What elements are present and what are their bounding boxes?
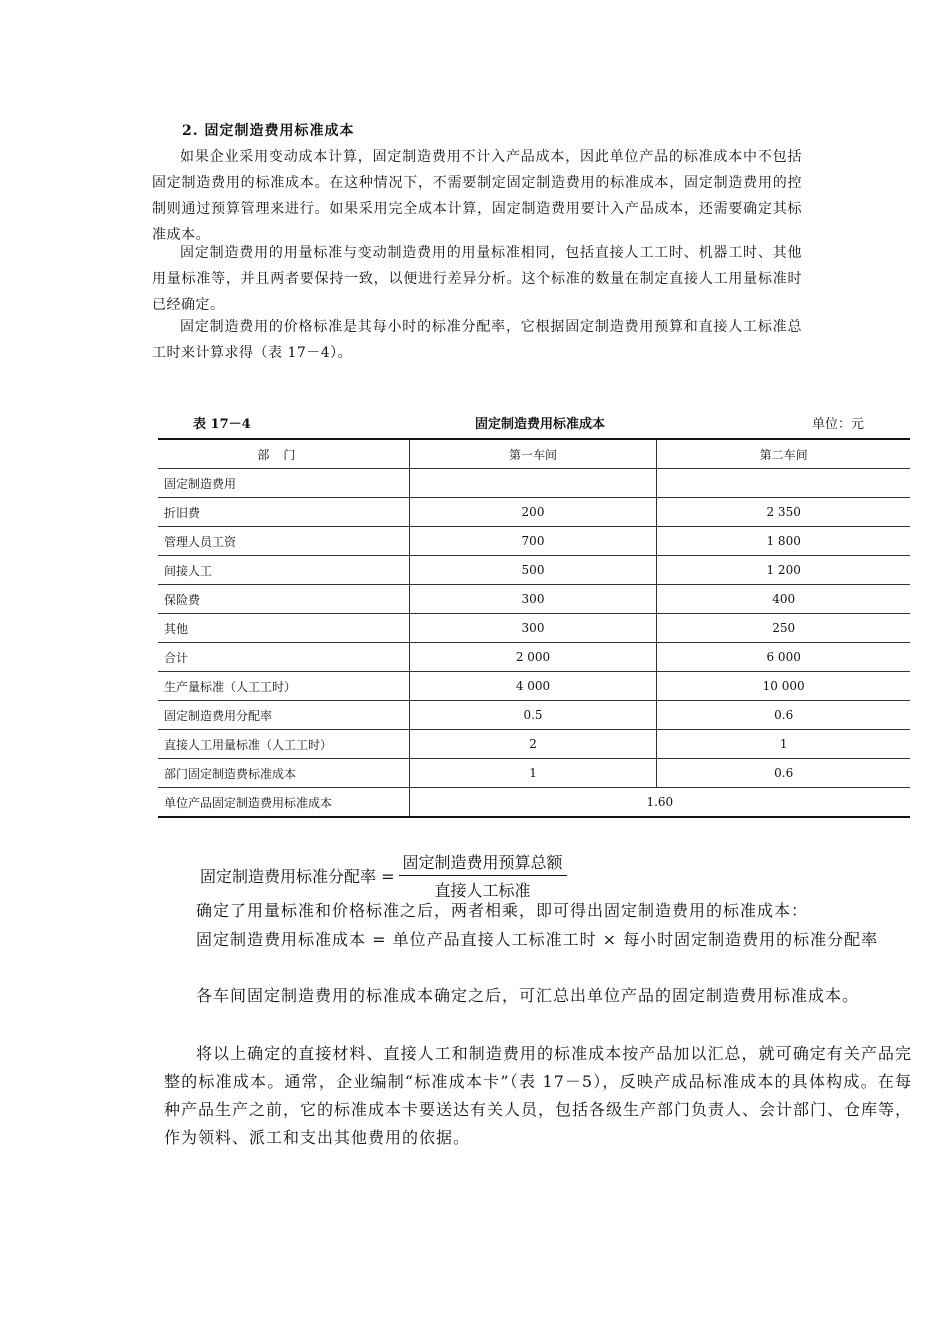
paragraph: 固定制造费用的用量标准与变动制造费用的用量标准相同，包括直接人工工时、机器工时、其他用量标准等，并且两者要保持一致，以便进行差异分析。这个标准的数量在制定直接人工用量标准时已经确定。: [152, 245, 802, 313]
formula-denominator: 直接人工标准: [434, 881, 531, 900]
cell-workshop-1: 300: [409, 614, 657, 643]
cell-workshop-1: 0.5: [409, 701, 657, 730]
table-row: [158, 759, 910, 788]
header-workshop-1: 第一车间: [409, 439, 657, 469]
table-label: 表 17－4: [193, 417, 251, 432]
table-row: [158, 556, 910, 585]
row-label: 管理人员工资: [158, 527, 409, 556]
row-label: 保险费: [158, 585, 409, 614]
cell-workshop-1: 200: [409, 498, 657, 527]
table-row: [158, 730, 910, 759]
table-title: 固定制造费用标准成本: [474, 417, 605, 432]
paragraph: 固定制造费用标准成本 = 单位产品直接人工标准工时 × 每小时固定制造费用的标准分配率: [196, 930, 879, 949]
cell-workshop-1: 2: [409, 730, 657, 759]
table-row: [158, 614, 910, 643]
row-label: 间接人工: [158, 556, 409, 585]
table-header-row: [158, 439, 910, 469]
row-label: 单位产品固定制造费用标准成本: [158, 788, 409, 818]
row-label: 生产量标准（人工工时）: [158, 672, 409, 701]
table-row: [158, 469, 910, 498]
table-row: [158, 527, 910, 556]
cell-workshop-1: 500: [409, 556, 657, 585]
header-department: 部门: [158, 439, 409, 469]
cell-workshop-1: 700: [409, 527, 657, 556]
table-row: [158, 585, 910, 614]
cell-workshop-2: 1: [657, 730, 910, 759]
paragraph: 各车间固定制造费用的标准成本确定之后，可汇总出单位产品的固定制造费用标准成本。: [196, 986, 860, 1005]
cell-workshop-2: 1 800: [657, 527, 910, 556]
cell-workshop-2: 0.6: [657, 701, 910, 730]
cell-workshop-2: 6 000: [657, 643, 910, 672]
cell-workshop-1: 1: [409, 759, 657, 788]
cell-workshop-1: 2 000: [409, 643, 657, 672]
cell-workshop-2: 400: [657, 585, 910, 614]
row-label: 固定制造费用分配率: [158, 701, 409, 730]
row-label: 折旧费: [158, 498, 409, 527]
cell-workshop-2: 0.6: [657, 759, 910, 788]
cell-workshop-1: 4 000: [409, 672, 657, 701]
cell-workshop-2: 2 350: [657, 498, 910, 527]
cell-workshop-1: 300: [409, 585, 657, 614]
row-label: 固定制造费用: [158, 469, 409, 498]
formula-numerator: 固定制造费用预算总额: [399, 850, 567, 876]
standard-cost-table: [158, 438, 910, 818]
paragraph: 确定了用量标准和价格标准之后，两者相乘，即可得出固定制造费用的标准成本：: [196, 901, 809, 920]
cell-workshop-2: [657, 469, 910, 498]
header-workshop-2: 第二车间: [657, 439, 910, 469]
cell-workshop-2: 1 200: [657, 556, 910, 585]
table-total-row: [158, 788, 910, 818]
cell-workshop-2: 10 000: [657, 672, 910, 701]
table-row: [158, 701, 910, 730]
allocation-rate-formula: [200, 850, 567, 901]
row-label: 其他: [158, 614, 409, 643]
table-row: [158, 498, 910, 527]
table-row: [158, 643, 910, 672]
table-unit: 单位：元: [812, 417, 865, 432]
cell-unit-product-cost: 1.60: [409, 788, 910, 818]
cell-workshop-1: [409, 469, 657, 498]
formula-lhs: 固定制造费用标准分配率 =: [200, 867, 395, 886]
paragraph: 将以上确定的直接材料、直接人工和制造费用的标准成本按产品加以汇总，就可确定有关产品完整的标准成本。通常，企业编制“标准成本卡”（表 17－5），反映产成品标准成本的具体构成。在每种产品生产之前，它的标准成本卡要送达有关人员，包括各级生产部门负责人、会计部门、仓库等，作为领料、派工和支出其他费用的依据。: [164, 1044, 913, 1147]
cell-workshop-2: 250: [657, 614, 910, 643]
row-label: 合计: [158, 643, 409, 672]
formula-fraction: [399, 850, 567, 901]
table-row: [158, 672, 910, 701]
row-label: 直接人工用量标准（人工工时）: [158, 730, 409, 759]
paragraph: 固定制造费用的价格标准是其每小时的标准分配率，它根据固定制造费用预算和直接人工标准总工时来计算求得（表 17－4）。: [152, 319, 802, 361]
row-label: 部门固定制造费标准成本: [158, 759, 409, 788]
section-title: 2. 固定制造费用标准成本: [182, 123, 355, 139]
paragraph: 如果企业采用变动成本计算，固定制造费用不计入产品成本，因此单位产品的标准成本中不包括固定制造费用的标准成本。在这种情况下，不需要制定固定制造费用的标准成本，固定制造费用的控制则通过预算管理来进行。如果采用完全成本计算，固定制造费用要计入产品成本，还需要确定其标准成本。: [152, 149, 802, 243]
